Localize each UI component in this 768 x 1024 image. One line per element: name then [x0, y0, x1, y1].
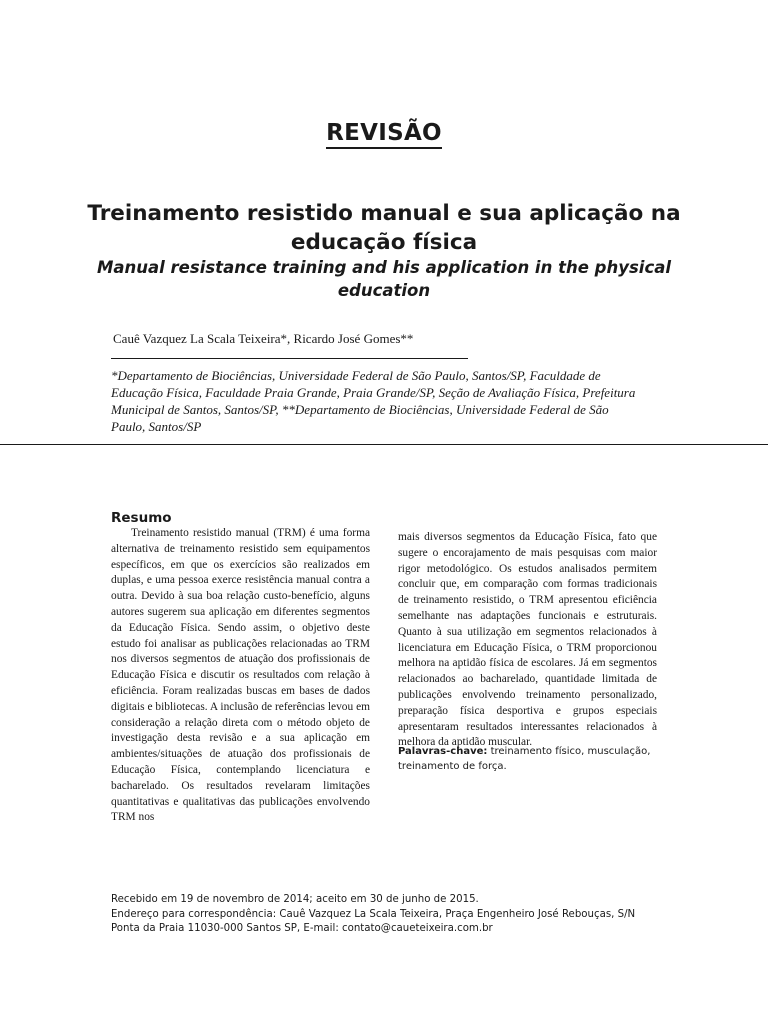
author-divider	[111, 358, 468, 359]
abstract-column-right: mais diversos segmentos da Educação Física, fato que sugere o encorajamento de mais pesquisas com maior rigor metodológico. Os estudos analisados permitem concluir que, em comparação com formas tradicionais de treinamento resistido, o TRM apresentou eficiência semelhante nas adaptações funcionais e estruturais. Quanto à sua utilização em segmentos relacionados à licenciatura em Educação Física, o TRM proporcionou melhora na aptidão física de escolares. Já em segmentos relacionados ao bacharelado, quantidade limitada de publicações envolvendo treinamento personalizado, preparação física desportiva e grupos especiais apresentaram resultados interessantes relacionados à melhora da aptidão muscular.	[398, 531, 657, 749]
correspondence-address: Endereço para correspondência: Cauê Vazquez La Scala Teixeira, Praça Engenheiro José Rebouças, S/N Ponta da Praia 11030-000 Santos SP, E-mail: contato@caueteixeira.com.br	[111, 908, 636, 934]
author-affiliation: *Departamento de Biociências, Universidade Federal de São Paulo, Santos/SP, Faculdade de Educação Física, Faculdade Praia Grande, Praia Grande/SP, Seção de Avaliação Física, Prefeitura Municipal de Santos, Santos/SP, **Departamento de Biociências, Universidade Federal de São Paulo, Santos/SP	[111, 368, 636, 434]
author-list: Cauê Vazquez La Scala Teixeira*, Ricardo José Gomes**	[113, 331, 414, 346]
article-footer	[111, 893, 659, 937]
keywords-label: Palavras-chave:	[398, 746, 488, 757]
article-title-portuguese: Treinamento resistido manual e sua aplicação na educação física	[87, 201, 681, 255]
article-title-english: Manual resistance training and his application in the physical education	[96, 258, 672, 300]
section-label	[0, 120, 768, 146]
received-dates: Recebido em 19 de novembro de 2014; aceito em 30 de junho de 2015.	[111, 894, 479, 905]
abstract-column-left: Treinamento resistido manual (TRM) é uma forma alternativa de treinamento resistido sem equipamentos específicos, em que os exercícios são realizados em duplas, e uma pessoa exerce resistência manual contra a outra. Devido à sua boa relação custo-benefício, alguns autores sugerem sua aplicação em diferentes segmentos da Educação Física. Sendo assim, o objetivo deste estudo foi analisar as publicações relacionadas ao TRM nos diversos segmentos de atuação dos profissionais de Educação Física e discutir os resultados com relação à eficiência. Foram realizadas buscas em bases de dados digitais e bibliotecas. A inclusão de referências levou em consideração a relação direta com o método objeto de investigação desta revisão e a sua aplicação em ambientes/situações de atuação dos profissionais de Educação Física, contemplando licenciatura e bacharelado. Os resultados revelaram limitações quantitativas e qualitativas das publicações envolvendo TRM nos	[111, 527, 370, 824]
keywords-list: treinamento físico, musculação, treinamento de força.	[398, 746, 651, 772]
keywords	[398, 744, 660, 774]
abstract-heading: Resumo	[111, 510, 172, 526]
header-divider	[0, 444, 768, 445]
section-label-text: REVISÃO	[326, 120, 442, 149]
